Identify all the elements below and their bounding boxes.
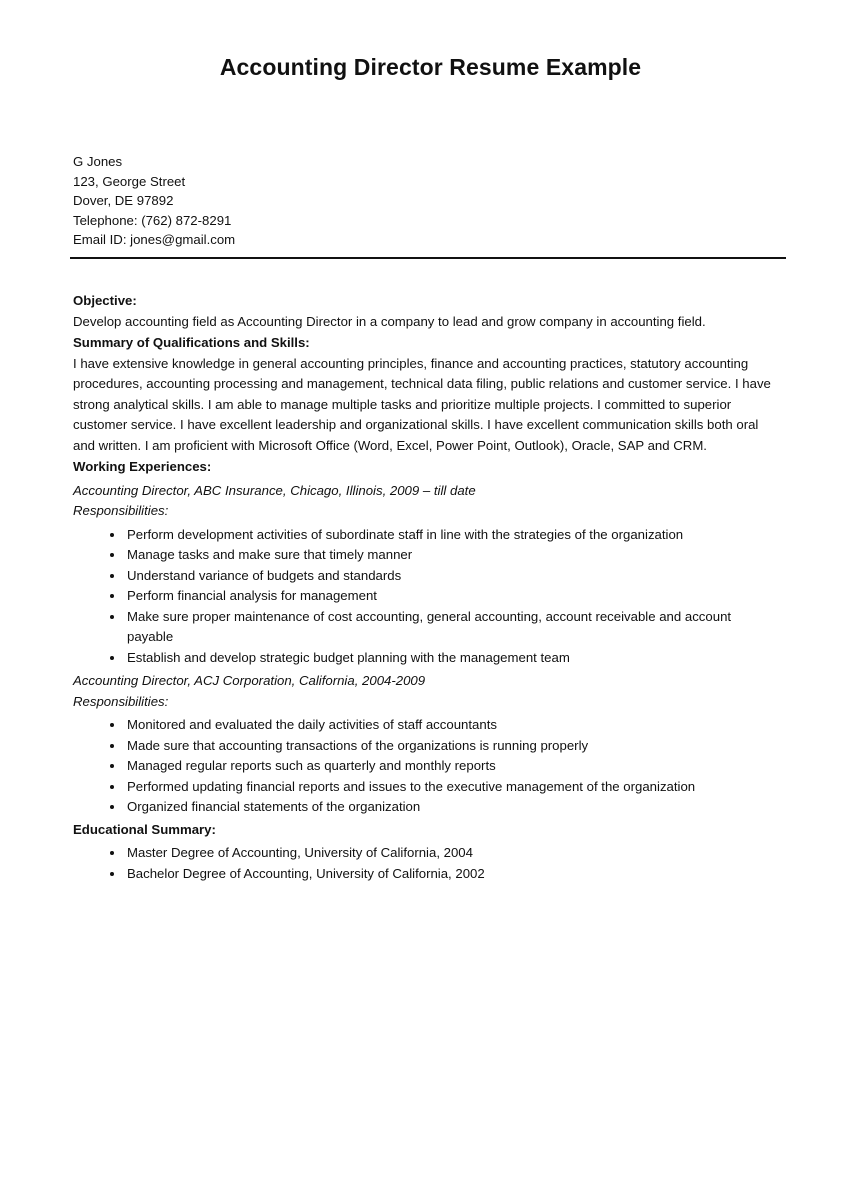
- contact-block: [73, 152, 235, 250]
- list-item: • Master Degree of Accounting, University of California, 2004: [125, 843, 773, 864]
- summary-text: I have extensive knowledge in general accounting principles, finance and accounting practices, statutory accounting procedures, accounting processing and management, technical data filing, public relations and customer service. I have strong analytical skills. I am able to manage multiple tasks and prioritize multiple projects. I committed to superior customer service. I have excellent leadership and organizational skills. I have excellent communication skills both oral and written. I am proficient with Microsoft Office (Word, Excel, Power Point, Outlook), Oracle, SAP and CRM.: [73, 355, 771, 453]
- responsibility-list: [73, 715, 773, 818]
- responsibility-list: [73, 525, 773, 669]
- list-item: • Bachelor Degree of Accounting, University of California, 2002: [125, 864, 773, 885]
- job-title: Accounting Director, ABC Insurance, Chicago, Illinois, 2009 – till date: [73, 482, 476, 498]
- list-item: • Monitored and evaluated the daily activities of staff accountants: [125, 715, 773, 736]
- list-item: • Performed updating financial reports and issues to the executive management of the organization: [125, 777, 773, 798]
- resume-body: [73, 290, 773, 886]
- experience-heading: Working Experiences:: [73, 459, 212, 474]
- contact-name: G Jones: [73, 154, 123, 169]
- summary-heading: Summary of Qualifications and Skills:: [73, 335, 310, 350]
- objective-text: Develop accounting field as Accounting Director in a company to lead and grow company in accounting field.: [73, 313, 706, 329]
- contact-city: Dover, DE 97892: [73, 193, 174, 208]
- education-heading: Educational Summary:: [73, 821, 216, 837]
- list-item: • Made sure that accounting transactions of the organizations is running properly: [125, 736, 773, 757]
- page-title: Accounting Director Resume Example: [219, 54, 642, 80]
- education-list: [73, 843, 773, 884]
- list-item: • Make sure proper maintenance of cost accounting, general accounting, account receivable and account payable: [125, 607, 773, 648]
- list-item: • Understand variance of budgets and standards: [125, 566, 773, 587]
- contact-telephone: Telephone: (762) 872-8291: [73, 212, 232, 228]
- list-item: • Organized financial statements of the organization: [125, 797, 773, 818]
- contact-street: 123, George Street: [73, 173, 186, 189]
- list-item: • Establish and develop strategic budget planning with the management team: [125, 648, 773, 669]
- objective-heading: Objective:: [73, 293, 137, 308]
- responsibilities-label: Responsibilities:: [73, 693, 169, 709]
- list-item: • Perform financial analysis for management: [125, 586, 773, 607]
- header-divider: [70, 257, 786, 259]
- contact-email: Email ID: jones@gmail.com: [73, 232, 236, 247]
- responsibilities-label: Responsibilities:: [73, 503, 169, 518]
- list-item: • Manage tasks and make sure that timely manner: [125, 545, 773, 566]
- list-item: • Perform development activities of subordinate staff in line with the strategies of the organization: [125, 525, 773, 546]
- list-item: • Managed regular reports such as quarterly and monthly reports: [125, 756, 773, 777]
- job-title: Accounting Director, ACJ Corporation, California, 2004-2009: [73, 673, 426, 688]
